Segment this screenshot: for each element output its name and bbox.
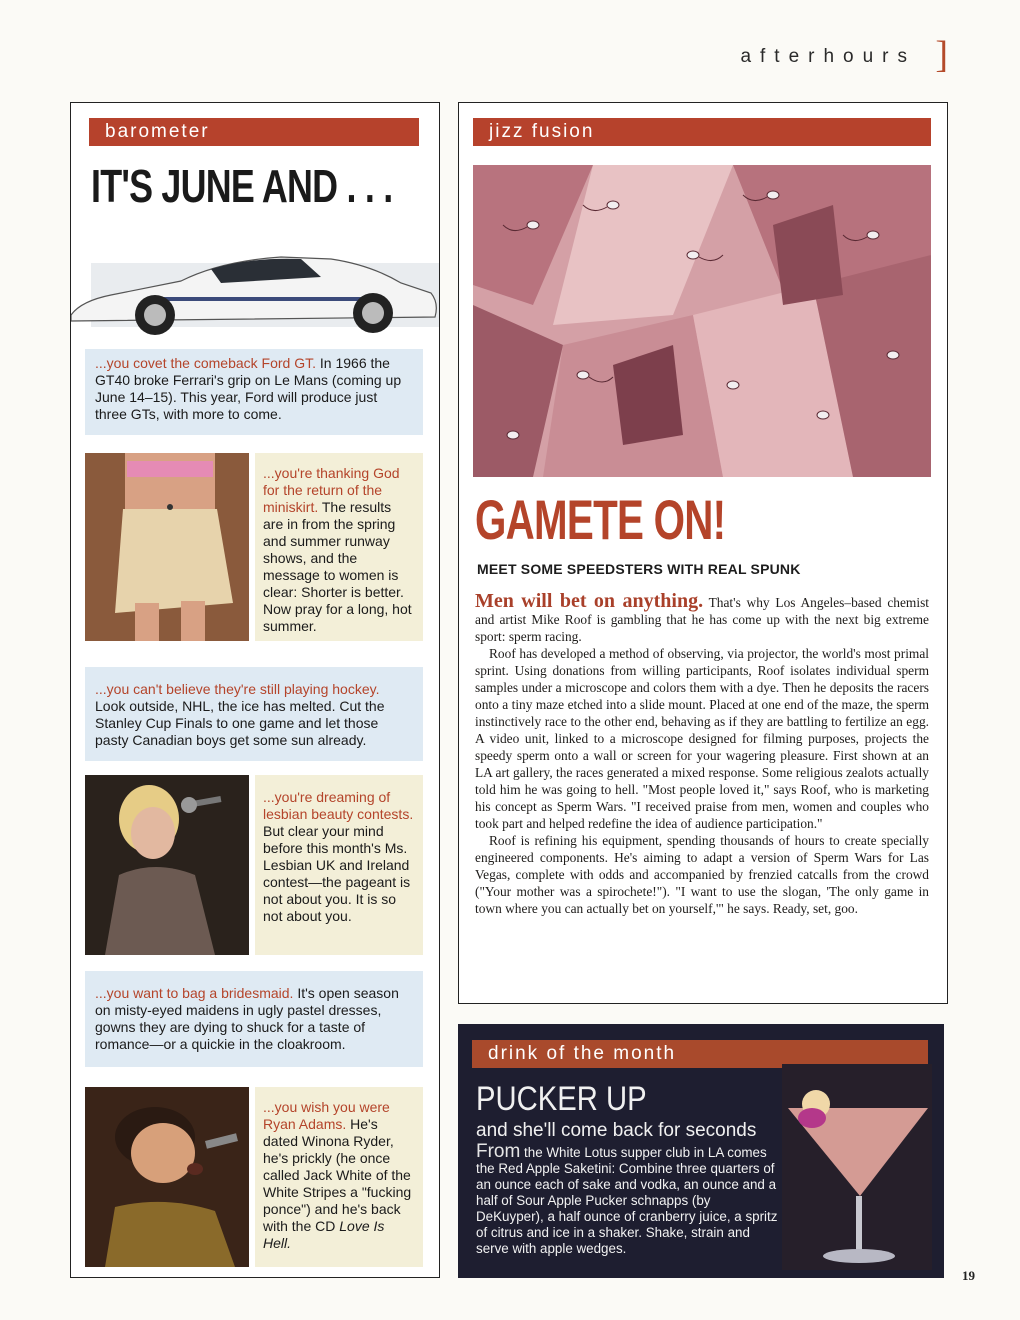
singer-photo bbox=[85, 775, 249, 955]
lesbian-note bbox=[255, 775, 423, 955]
ryan-adams-album: Love Is Hell. bbox=[263, 1218, 385, 1251]
barometer-tag: barometer bbox=[89, 118, 419, 146]
gamete-para-2: Roof has developed a method of observing, via projector, the world's most primal sprint. Using donations from willing participants, Roof isolates individual sperm samples under a microscope and colors them with a dye. Then he deposits the racers onto a tiny maze etched into a slide mount. Placed at one end of the maze, the sperm instinctively race to the other end, behaving as if they are battling to fertilize an egg. A video unit, linked to a microscope designed for filming purposes, projects the speedy sperm onto a wall or screen for your wagering pleasure. First shown at an LA art gallery, the races generated a mixed response. Some religious zealots actually told him he was going to hell. "Most people loved it," says Roof, who is marketing his concept as Sperm Wars. "I received praise from men, women and couples who took part and helped redefine the idea of audience participation." bbox=[475, 646, 929, 831]
jizz-fusion-column bbox=[458, 102, 948, 1004]
gamete-subhead: MEET SOME SPEEDSTERS WITH REAL SPUNK bbox=[477, 561, 801, 577]
lesbian-lead: ...you're dreaming of lesbian beauty contests. bbox=[263, 789, 414, 822]
drink-body bbox=[476, 1141, 780, 1257]
gamete-para-3: Roof is refining his equipment, spending thousands of hours to create specially engineered components. He's aiming to adapt a version of Sperm Wars for Las Vegas, complete with odds and accompanied by frenzied catcalls from the crowd ("Your mother was a spirochete!"). "I want to use the slogan, 'The only game in town where you can actually bet on yourself,'" he says. Ready, set, goo. bbox=[475, 833, 929, 916]
gamete-para-1: That's why Los Angeles–based chemist and artist Mike Roof is gambling that he has come up with the next big extreme sport: sperm racing. bbox=[475, 595, 930, 644]
section-bracket: ] bbox=[935, 34, 948, 76]
barometer-column bbox=[70, 102, 440, 1278]
lesbian-text: But clear your mind before this month's Ms. Lesbian UK and Ireland contest—the pageant is not about you. It is so not about you. bbox=[263, 823, 411, 924]
sperm-maze-artwork bbox=[473, 165, 931, 477]
ryan-adams-note bbox=[255, 1087, 423, 1267]
ryan-adams-text: He's dated Winona Ryder, he's prickly (he once called Jack White of the White Stripes a "fucking ponce") and he's back with the CD bbox=[263, 1116, 412, 1234]
page-number: 19 bbox=[962, 1268, 975, 1283]
ryan-adams-photo bbox=[85, 1087, 249, 1267]
drink-recipe: the White Lotus supper club in LA comes the Red Apple Saketini: Combine three quarters of an ounce each of sake and vodka, an ounce and a half of Sour Apple Pucker schnapps (by DeKuyper), a half ounce of cranberry juice, a spritz of citrus and ice in a shaker. Shake, strain and serve with apple wedges. bbox=[476, 1145, 778, 1256]
ford-gt-photo bbox=[71, 243, 439, 339]
martini-glass-photo bbox=[782, 1064, 932, 1270]
miniskirt-photo bbox=[85, 453, 249, 641]
drink-of-month-box bbox=[458, 1024, 944, 1278]
bridesmaid-note bbox=[85, 971, 423, 1067]
bridesmaid-lead: ...you want to bag a bridesmaid. bbox=[95, 985, 294, 1001]
gamete-lead-in: Men will bet on anything. bbox=[475, 590, 704, 612]
gamete-article bbox=[475, 590, 930, 917]
miniskirt-text: The results are in from the spring and summer runway shows, and the message to women is clear: Shorter is better. Now pray for a long, hot summer. bbox=[263, 499, 412, 634]
drink-lead-in: From bbox=[476, 1141, 521, 1162]
miniskirt-lead: ...you're thanking God for the return of the miniskirt. bbox=[263, 465, 400, 515]
miniskirt-note bbox=[255, 453, 423, 641]
hockey-note bbox=[85, 667, 423, 761]
drink-tag: drink of the month bbox=[472, 1040, 928, 1068]
gamete-headline: GAMETE ON! bbox=[475, 488, 726, 551]
drink-subhead: and she'll come back for seconds bbox=[476, 1120, 757, 1141]
jizz-fusion-tag: jizz fusion bbox=[473, 118, 931, 146]
ford-gt-text: In 1966 the GT40 broke Ferrari's grip on Le Mans (coming up June 14–15). This year, Ford will produce just three GTs, with more to come. bbox=[95, 355, 402, 422]
barometer-headline: IT'S JUNE AND . . . bbox=[91, 160, 393, 212]
section-label: afterhours bbox=[740, 46, 916, 67]
ford-gt-note bbox=[85, 349, 423, 435]
ryan-adams-lead: ...you wish you were Ryan Adams. bbox=[263, 1099, 390, 1132]
ford-gt-lead: ...you covet the comeback Ford GT. bbox=[95, 355, 316, 371]
hockey-lead: ...you can't believe they're still playing hockey. bbox=[95, 681, 380, 697]
bridesmaid-text: It's open season on misty-eyed maidens in ugly pastel dresses, gowns they are dying to shuck for a taste of romance—or a quickie in the cloakroom. bbox=[95, 985, 399, 1052]
hockey-text: Look outside, NHL, the ice has melted. Cut the Stanley Cup Finals to one game and let those pasty Canadian boys get some sun already. bbox=[95, 698, 385, 748]
drink-headline: PUCKER UP bbox=[476, 1080, 647, 1118]
